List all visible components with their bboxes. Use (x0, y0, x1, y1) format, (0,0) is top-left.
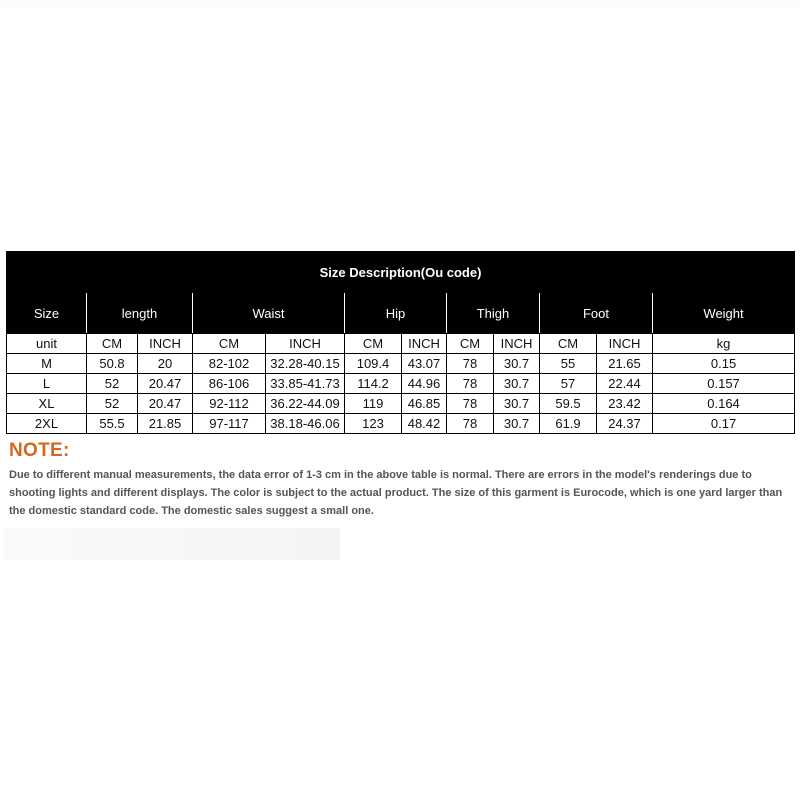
size-table (6, 251, 795, 434)
value-cell: 0.164 (653, 394, 795, 414)
value-cell: 59.5 (540, 394, 597, 414)
value-cell: 30.7 (494, 374, 540, 394)
header-weight: Weight (653, 293, 795, 334)
unit-cell: CM (447, 334, 494, 354)
faded-bar (4, 528, 340, 560)
unit-cell: CM (193, 334, 266, 354)
value-cell: 24.37 (597, 414, 653, 434)
value-cell: 21.85 (138, 414, 193, 434)
unit-cell: INCH (597, 334, 653, 354)
value-cell: 38.18-46.06 (266, 414, 345, 434)
header-foot: Foot (540, 293, 653, 334)
size-cell: M (7, 354, 87, 374)
value-cell: 52 (87, 394, 138, 414)
value-cell: 21.65 (597, 354, 653, 374)
value-cell: 33.85-41.73 (266, 374, 345, 394)
value-cell: 50.8 (87, 354, 138, 374)
size-chart (6, 251, 794, 434)
value-cell: 44.96 (402, 374, 447, 394)
unit-cell: INCH (402, 334, 447, 354)
unit-cell: CM (540, 334, 597, 354)
header-waist: Waist (193, 293, 345, 334)
header-length: length (87, 293, 193, 334)
table-row (7, 414, 795, 434)
unit-cell: INCH (266, 334, 345, 354)
unit-row (7, 334, 795, 354)
value-cell: 123 (345, 414, 402, 434)
value-cell: 114.2 (345, 374, 402, 394)
header-size: Size (7, 293, 87, 334)
value-cell: 0.15 (653, 354, 795, 374)
value-cell: 82-102 (193, 354, 266, 374)
value-cell: 86-106 (193, 374, 266, 394)
note-label: NOTE: (9, 440, 70, 461)
value-cell: 43.07 (402, 354, 447, 374)
value-cell: 30.7 (494, 354, 540, 374)
header-thigh: Thigh (447, 293, 540, 334)
value-cell: 55.5 (87, 414, 138, 434)
value-cell: 20.47 (138, 374, 193, 394)
value-cell: 22.44 (597, 374, 653, 394)
value-cell: 52 (87, 374, 138, 394)
value-cell: 119 (345, 394, 402, 414)
value-cell: 30.7 (494, 394, 540, 414)
unit-cell: CM (345, 334, 402, 354)
size-cell: 2XL (7, 414, 87, 434)
value-cell: 78 (447, 354, 494, 374)
unit-cell: CM (87, 334, 138, 354)
value-cell: 61.9 (540, 414, 597, 434)
value-cell: 20 (138, 354, 193, 374)
header-hip: Hip (345, 293, 447, 334)
value-cell: 109.4 (345, 354, 402, 374)
value-cell: 57 (540, 374, 597, 394)
value-cell: 32.28-40.15 (266, 354, 345, 374)
value-cell: 97-117 (193, 414, 266, 434)
size-cell: L (7, 374, 87, 394)
value-cell: 48.42 (402, 414, 447, 434)
value-cell: 30.7 (494, 414, 540, 434)
unit-cell: kg (653, 334, 795, 354)
value-cell: 20.47 (138, 394, 193, 414)
table-title-row (7, 252, 795, 293)
value-cell: 46.85 (402, 394, 447, 414)
value-cell: 92-112 (193, 394, 266, 414)
unit-cell: INCH (138, 334, 193, 354)
table-title: Size Description(Ou code) (7, 252, 795, 293)
value-cell: 78 (447, 374, 494, 394)
value-cell: 78 (447, 394, 494, 414)
value-cell: 55 (540, 354, 597, 374)
note-text: Due to different manual measurements, the data error of 1-3 cm in the above table is normal. There are errors in the model's renderings due to shooting lights and different displays. The color is subject to the actual product. The size of this garment is Eurocode, which is one yard larger than the domestic standard code. The domestic sales suggest a small one. (9, 469, 783, 517)
value-cell: 0.157 (653, 374, 795, 394)
table-header-row (7, 293, 795, 334)
unit-cell: INCH (494, 334, 540, 354)
top-fade (0, 0, 800, 8)
unit-cell: unit (7, 334, 87, 354)
table-row (7, 374, 795, 394)
value-cell: 78 (447, 414, 494, 434)
value-cell: 23.42 (597, 394, 653, 414)
table-row (7, 394, 795, 414)
value-cell: 0.17 (653, 414, 795, 434)
size-cell: XL (7, 394, 87, 414)
value-cell: 36.22-44.09 (266, 394, 345, 414)
table-row (7, 354, 795, 374)
